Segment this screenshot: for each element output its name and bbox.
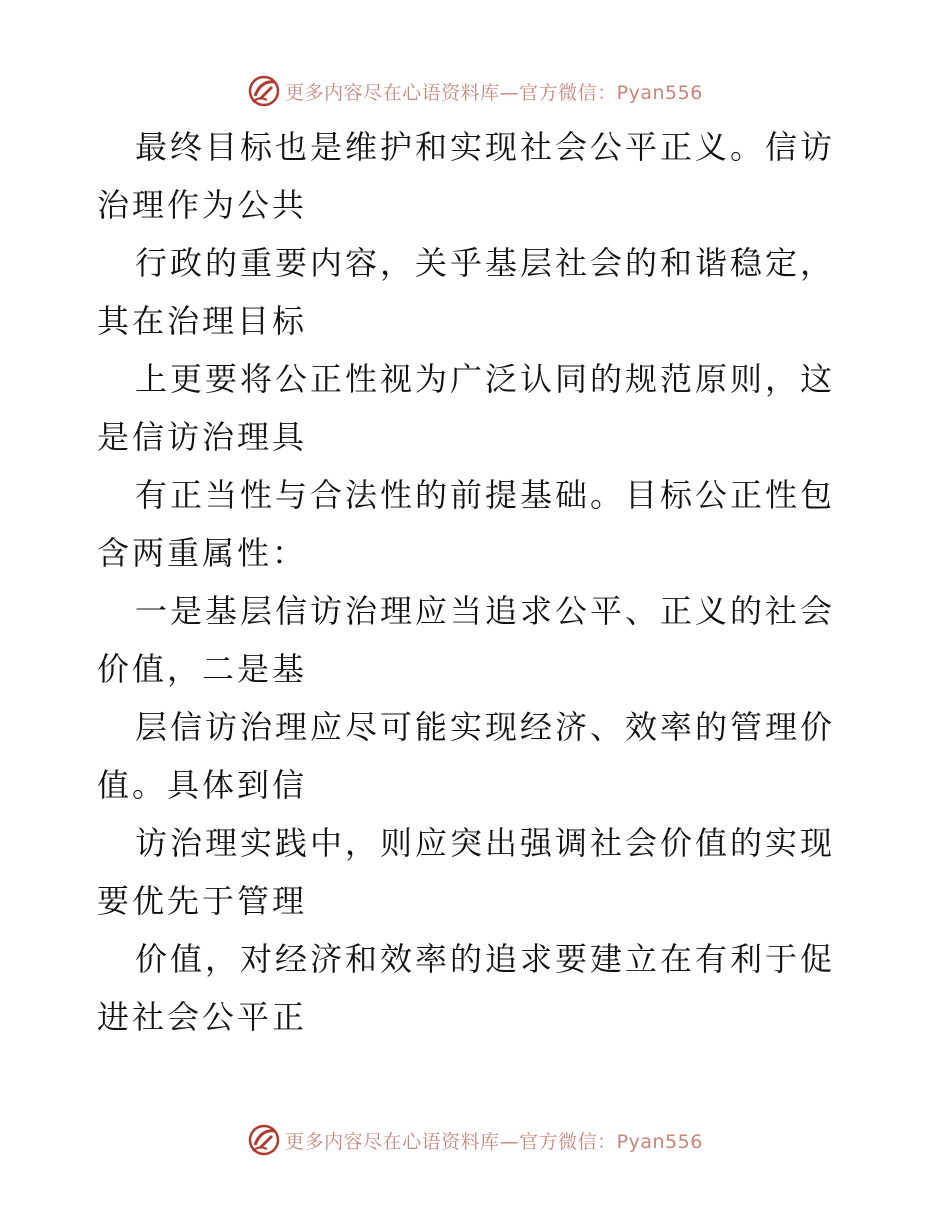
footer-banner	[0, 1120, 950, 1160]
paragraph-4: 有正当性与合法性的前提基础。目标公正性包含两重属性：	[97, 476, 836, 572]
header-banner-text: 更多内容尽在心语资料库—官方微信：Pyan556	[285, 81, 703, 104]
paragraph-7: 访治理实践中，则应突出强调社会价值的实现要优先于管理	[97, 824, 836, 920]
paragraph-8: 价值，对经济和效率的追求要建立在有利于促进社会公平正	[97, 940, 836, 1036]
pen-circle-logo-icon	[247, 1123, 281, 1157]
footer-banner-text: 更多内容尽在心语资料库—官方微信：Pyan556	[285, 1130, 703, 1153]
document-body	[97, 118, 857, 1046]
header-banner	[0, 71, 950, 111]
pen-circle-logo-icon	[247, 74, 281, 108]
paragraph-3: 上更要将公正性视为广泛认同的规范原则，这是信访治理具	[97, 360, 836, 456]
paragraph-2: 行政的重要内容，关乎基层社会的和谐稳定，其在治理目标	[97, 244, 836, 340]
paragraph-6: 层信访治理应尽可能实现经济、效率的管理价值。具体到信	[97, 708, 836, 804]
paragraph-1: 最终目标也是维护和实现社会公平正义。信访治理作为公共	[97, 128, 836, 224]
paragraph-5: 一是基层信访治理应当追求公平、正义的社会价值，二是基	[97, 592, 836, 688]
